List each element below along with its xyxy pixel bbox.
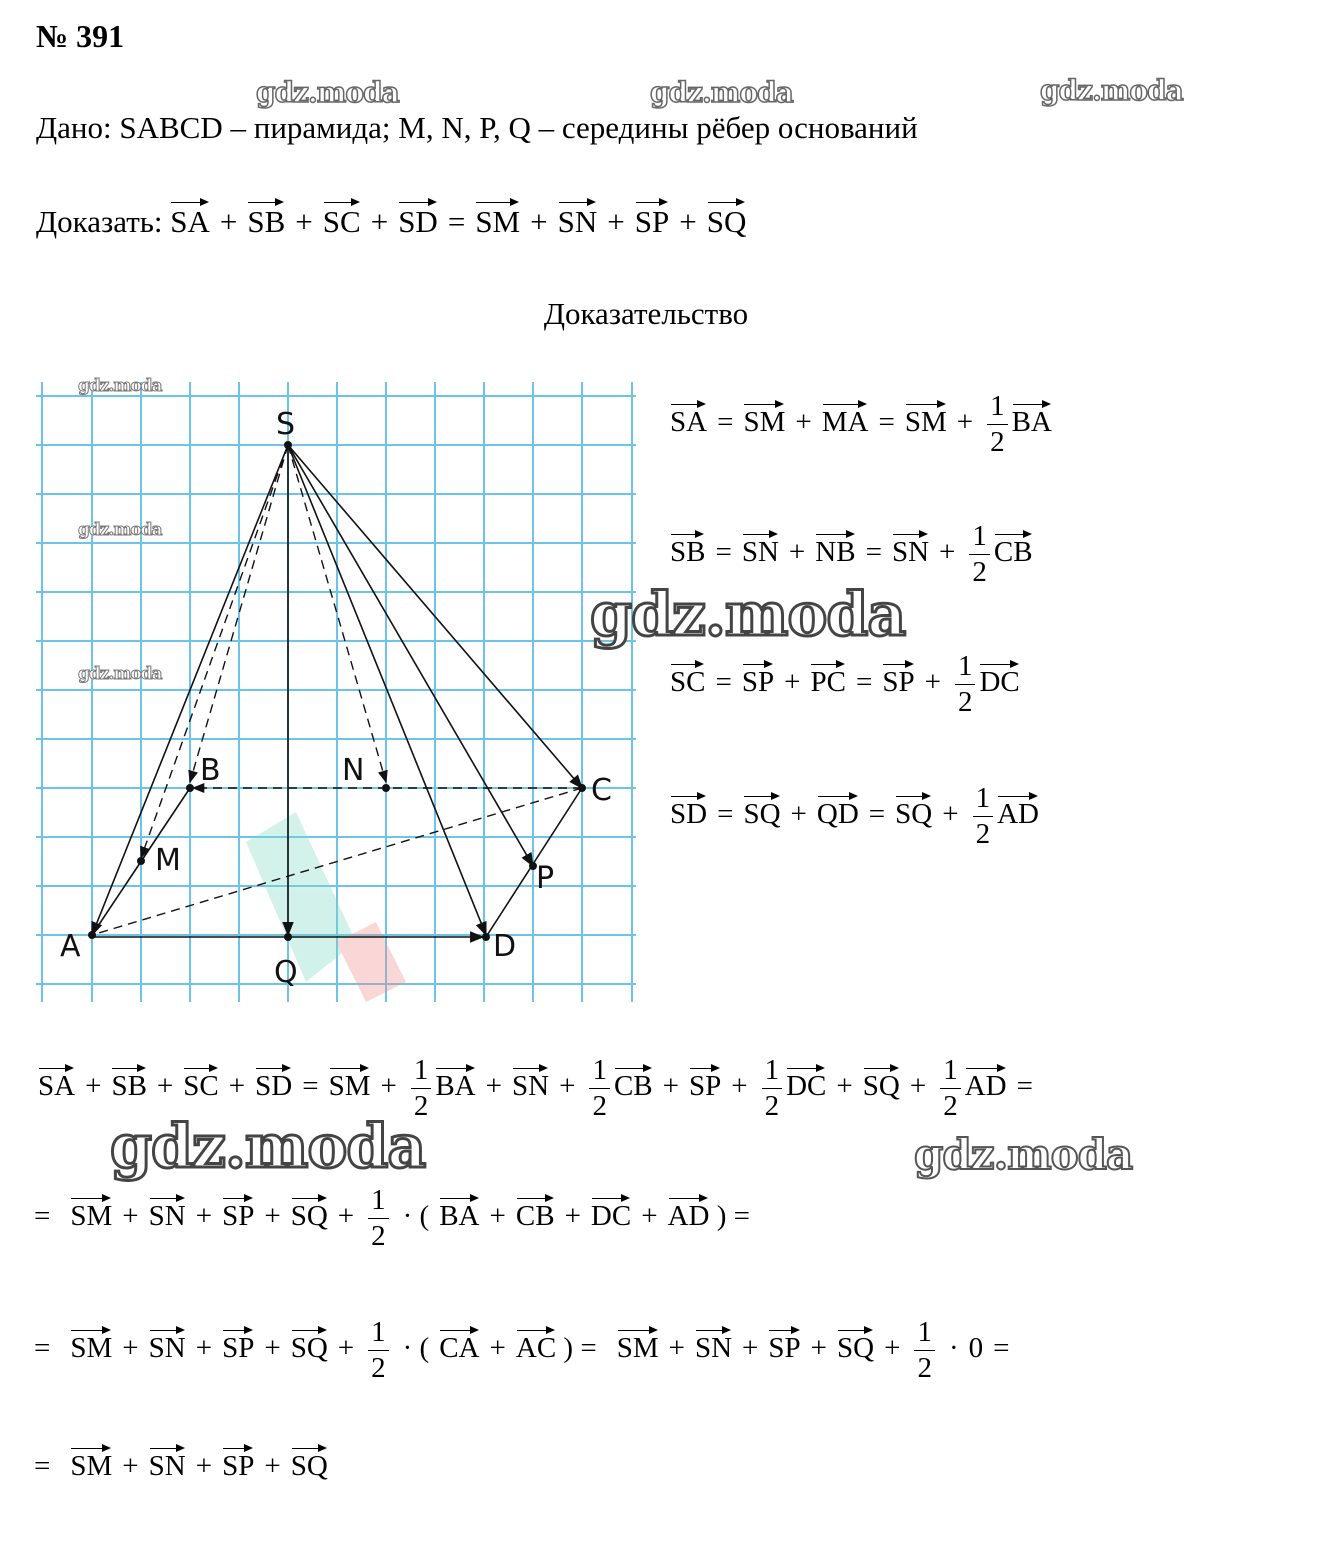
fraction-half: $\frac{1}{2}$ (973, 784, 994, 849)
equation-sd: SD = SQ + QD = SQ + $\frac{1}{2}$ AD (670, 782, 1039, 850)
vector: DC (591, 1194, 631, 1233)
vector: SQ (707, 198, 747, 240)
vector: SQ (291, 1326, 328, 1365)
vector: CB (994, 530, 1033, 569)
vector: SP (222, 1444, 254, 1483)
vector: CB (516, 1194, 555, 1233)
vector: SN (742, 530, 779, 569)
vector: DC (979, 660, 1019, 699)
vector: AC (516, 1326, 556, 1365)
watermark: gdz.moda (1040, 74, 1183, 107)
prove-label: Доказать: (36, 204, 163, 239)
vector: AD (965, 1064, 1007, 1103)
watermark: gdz.moda (78, 376, 162, 396)
vector: BA (439, 1194, 479, 1233)
fraction-half: $\frac{1}{2}$ (368, 1186, 389, 1251)
fraction-half: $\frac{1}{2}$ (987, 392, 1008, 457)
given-text: SABCD – пирамида; M, N, P, Q – середины рёбер оснований (119, 110, 918, 145)
vector: NB (815, 530, 855, 569)
vector: SM (475, 198, 520, 240)
given-line (36, 110, 918, 146)
vector: SQ (837, 1326, 874, 1365)
vector: SM (905, 400, 947, 439)
vertex-label-q: Q (274, 955, 298, 990)
derivation-step-3: = SM + SN + SP + SQ + $\frac{1}{2}$ · ( CA + AC ) = SM + SN + SP + SQ + $\frac{1}{2}$ · 0 = (34, 1316, 1010, 1384)
prove-line: Доказать: SA + SB + SC + SD = SM + SN + SP + SQ (36, 198, 746, 240)
given-label: Дано: (36, 110, 112, 145)
vector: SB (247, 198, 285, 240)
pyramid-diagram (36, 382, 640, 1004)
vertex-label-b: B (200, 753, 221, 788)
vertex-label-m: M (155, 843, 181, 878)
fraction-half: $\frac{1}{2}$ (914, 1318, 935, 1383)
vector: QD (817, 792, 859, 831)
vector: PC (810, 660, 845, 699)
vector: SM (70, 1326, 112, 1365)
vector: SP (689, 1064, 721, 1103)
fraction-half: $\frac{1}{2}$ (955, 652, 976, 717)
vector: SB (111, 1064, 146, 1103)
vector: SN (512, 1064, 549, 1103)
fraction-half: $\frac{1}{2}$ (589, 1056, 610, 1121)
vector: BA (1012, 400, 1052, 439)
vector: SP (882, 660, 914, 699)
vector: SA (670, 400, 707, 439)
vector: SP (222, 1194, 254, 1233)
vector: SP (768, 1326, 800, 1365)
equation-sa: SA = SM + MA = SM + $\frac{1}{2}$ BA (670, 390, 1052, 458)
vector: BA (435, 1064, 475, 1103)
vector: SQ (863, 1064, 900, 1103)
vector: SD (398, 198, 438, 240)
vector: SN (892, 530, 929, 569)
vector: DC (786, 1064, 826, 1103)
vector: SC (183, 1064, 218, 1103)
problem-number: № 391 (36, 18, 125, 54)
background-shapes (246, 812, 406, 1002)
vector: SP (742, 660, 774, 699)
vertex-label-c: C (591, 773, 612, 808)
vector: SN (149, 1444, 186, 1483)
vector: SC (323, 198, 361, 240)
watermark: gdz.moda (256, 76, 399, 109)
watermark: gdz.moda (78, 520, 162, 540)
derivation-step-4: = SM + SN + SP + SQ (34, 1444, 328, 1483)
vector: SN (695, 1326, 732, 1365)
vertex-label-p: P (536, 861, 555, 896)
watermark: gdz.moda (914, 1130, 1133, 1179)
vector: SQ (291, 1444, 328, 1483)
vector: SQ (291, 1194, 328, 1233)
vertex-label-d: D (493, 929, 517, 964)
watermark: gdz.moda (78, 664, 162, 684)
proof-heading: Доказательство (543, 296, 749, 331)
vector: SA (38, 1064, 75, 1103)
watermark: gdz.moda (110, 1112, 426, 1182)
vector: SP (222, 1326, 254, 1365)
vertex-label-s: S (276, 407, 296, 442)
vector: SN (149, 1326, 186, 1365)
vector: CA (439, 1326, 479, 1365)
vector: SD (255, 1064, 292, 1103)
watermark: gdz.moda (590, 580, 906, 650)
vector: SM (329, 1064, 371, 1103)
vector: SB (670, 530, 705, 569)
vector: SD (670, 792, 707, 831)
vector: AD (668, 1194, 710, 1233)
vertex-label-a: A (60, 929, 81, 964)
vector: SM (70, 1194, 112, 1233)
vector: SN (558, 198, 598, 240)
vector: SM (617, 1326, 659, 1365)
vector: SA (170, 198, 210, 240)
vector: MA (822, 400, 869, 439)
derivation-step-1: SA + SB + SC + SD = SM + $\frac{1}{2}$ BA + SN + $\frac{1}{2}$ CB + SP + $\frac{1}{2}$ DC + SQ + $\frac{1}{2}$ AD = (38, 1054, 1033, 1122)
fraction-half: $\frac{1}{2}$ (368, 1318, 389, 1383)
fraction-half: $\frac{1}{2}$ (411, 1056, 432, 1121)
vector: CB (614, 1064, 653, 1103)
zero: 0 (968, 1332, 984, 1365)
vector: SQ (743, 792, 780, 831)
vector: SP (635, 198, 669, 240)
vector: AD (997, 792, 1039, 831)
vector: SN (149, 1194, 186, 1233)
vector: SM (743, 400, 785, 439)
vector: SQ (895, 792, 932, 831)
fraction-half: $\frac{1}{2}$ (762, 1056, 783, 1121)
equation-sc: SC = SP + PC = SP + $\frac{1}{2}$ DC (670, 650, 1020, 718)
fraction-half: $\frac{1}{2}$ (969, 522, 990, 587)
vector: SC (670, 660, 705, 699)
watermark: gdz.moda (650, 76, 793, 109)
vertex-label-n: N (342, 753, 365, 788)
vector: SM (70, 1444, 112, 1483)
derivation-step-2: = SM + SN + SP + SQ + $\frac{1}{2}$ · ( BA + CB + DC + AD ) = (34, 1184, 750, 1252)
fraction-half: $\frac{1}{2}$ (940, 1056, 961, 1121)
equation-sb: SB = SN + NB = SN + $\frac{1}{2}$ CB (670, 520, 1033, 588)
